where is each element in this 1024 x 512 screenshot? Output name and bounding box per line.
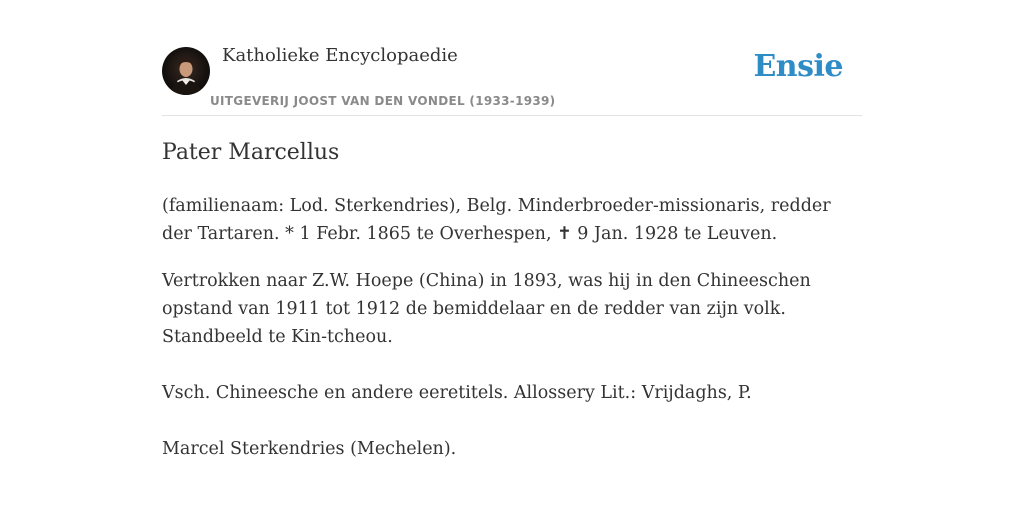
article-paragraph: (familienaam: Lod. Sterkendries), Belg. Minderbroeder-missionaris, redder der Tartaren. * 1 Febr. 1865 te Overhespen, ✝ 9 Jan. 1928 te Leuven.	[162, 196, 831, 244]
article-paragraph: Vertrokken naar Z.W. Hoepe (China) in 1893, was hij in den Chineeschen opstand van 1911 tot 1912 de bemiddelaar en de redder van zijn volk. Standbeeld te Kin-tcheou.	[162, 271, 811, 347]
publication-title[interactable]: Katholieke Encyclopaedie	[222, 45, 458, 66]
article-paragraph: Vsch. Chineesche en andere eeretitels. Allossery Lit.: Vrijdaghs, P.	[162, 383, 752, 403]
page-container	[162, 0, 862, 459]
article-paragraph: Marcel Sterkendries (Mechelen).	[162, 439, 457, 459]
portrait-avatar-icon[interactable]	[162, 47, 210, 95]
publisher-label: UITGEVERIJ JOOST VAN DEN VONDEL (1933-1939)	[210, 94, 556, 108]
ensie-logo[interactable]: Ensie	[753, 49, 843, 84]
article-title: Pater Marcellus	[162, 140, 340, 165]
header	[162, 0, 862, 116]
